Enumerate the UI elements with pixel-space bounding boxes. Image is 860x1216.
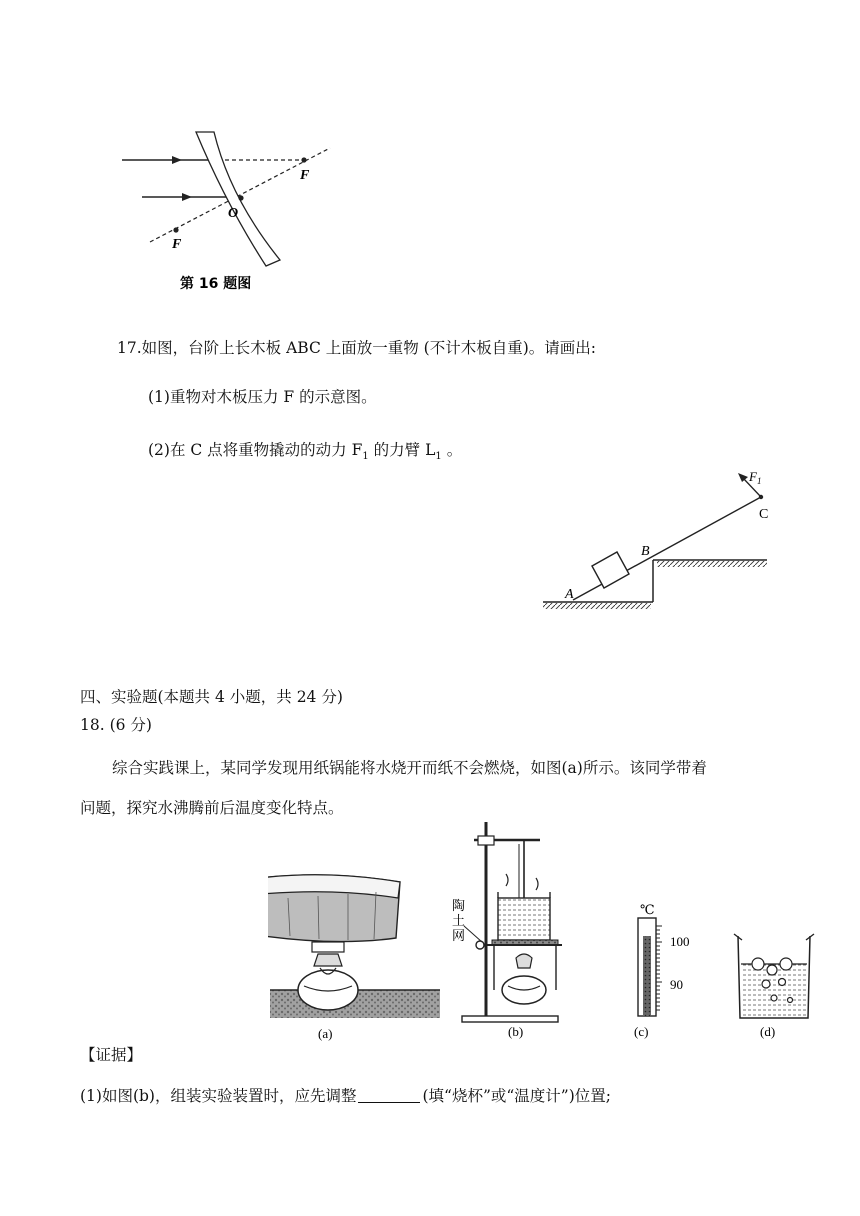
label-c: (c) [634, 1024, 649, 1039]
q1-suffix: (填“烧杯”或“温度计”)位置; [422, 1087, 611, 1105]
focus-point-bottom [173, 227, 178, 232]
figure-b-apparatus [452, 822, 562, 1039]
label-f-bottom: F [172, 237, 182, 252]
net-label-2: 土 [452, 913, 466, 928]
label-a: (a) [318, 1026, 333, 1041]
label-f-top: F [300, 168, 310, 183]
q18-intro-line1: 综合实践课上，某同学发现用纸锅能将水烧开而纸不会燃烧，如图(a)所示。该同学带着 [112, 759, 707, 777]
weight-block [592, 552, 629, 588]
section-4-heading: 四、实验题(本题共 4 小题，共 24 分) [80, 688, 343, 706]
tick-100: 100 [670, 934, 690, 949]
unit-label: ℃ [640, 902, 655, 917]
arrow-icon [738, 473, 748, 482]
label-f1-sub: 1 [756, 476, 762, 486]
tick-90: 90 [670, 977, 683, 992]
label-a: A [565, 587, 574, 602]
q1-prefix: (1)如图(b)，组装实验装置时，应先调整 [80, 1087, 357, 1105]
q17-stem: 17.如图，台阶上长木板 ABC 上面放一重物 (不计木板自重)。请画出: [117, 339, 596, 357]
label-f1-main: F [749, 469, 757, 484]
label-f1 [748, 469, 761, 486]
q18-question-1 [80, 1085, 611, 1107]
step-hatch [657, 561, 767, 567]
q17-part2-sub2: 1 [435, 451, 442, 463]
lens-ray-diagram [110, 120, 350, 295]
net-label-3: 网 [452, 928, 466, 943]
figure-d-beaker [734, 934, 814, 1039]
ground-hatch [543, 603, 651, 609]
q17-part2-a: (2)在 C 点将重物撬动的动力 F [148, 441, 363, 459]
concave-lens [196, 132, 280, 266]
answer-blank[interactable] [358, 1086, 420, 1103]
evidence-heading: 【证据】 [80, 1046, 143, 1064]
net-label-1: 陶 [452, 898, 466, 913]
label-d: (d) [760, 1024, 776, 1039]
q17-part1: (1)重物对木板压力 F 的示意图。 [148, 388, 377, 406]
q18-number: 18. (6 分) [80, 716, 152, 734]
arrow-icon [172, 156, 182, 164]
figure-c-thermometer [634, 902, 690, 1039]
label-o: O [228, 206, 239, 221]
q17-part2-b: 的力臂 L [368, 441, 436, 459]
board-abc [573, 497, 761, 600]
label-b: B [641, 544, 650, 559]
boiling-experiment-figure [268, 818, 828, 1048]
arrow-icon [182, 193, 192, 201]
figure-caption: 第 16 题图 [180, 276, 252, 292]
q17-part2-sub1: 1 [362, 451, 369, 463]
q17-part2-c: 。 [441, 441, 463, 459]
optical-center-point [238, 195, 243, 200]
q17-part2 [148, 439, 462, 468]
label-b: (b) [508, 1024, 524, 1039]
lever-step-diagram [535, 460, 780, 620]
q18-intro-line2: 问题，探究水沸腾前后温度变化特点。 [80, 799, 344, 817]
focus-point-top [301, 157, 306, 162]
label-c: C [759, 507, 769, 522]
figure-a-paper-pot [268, 875, 440, 1041]
